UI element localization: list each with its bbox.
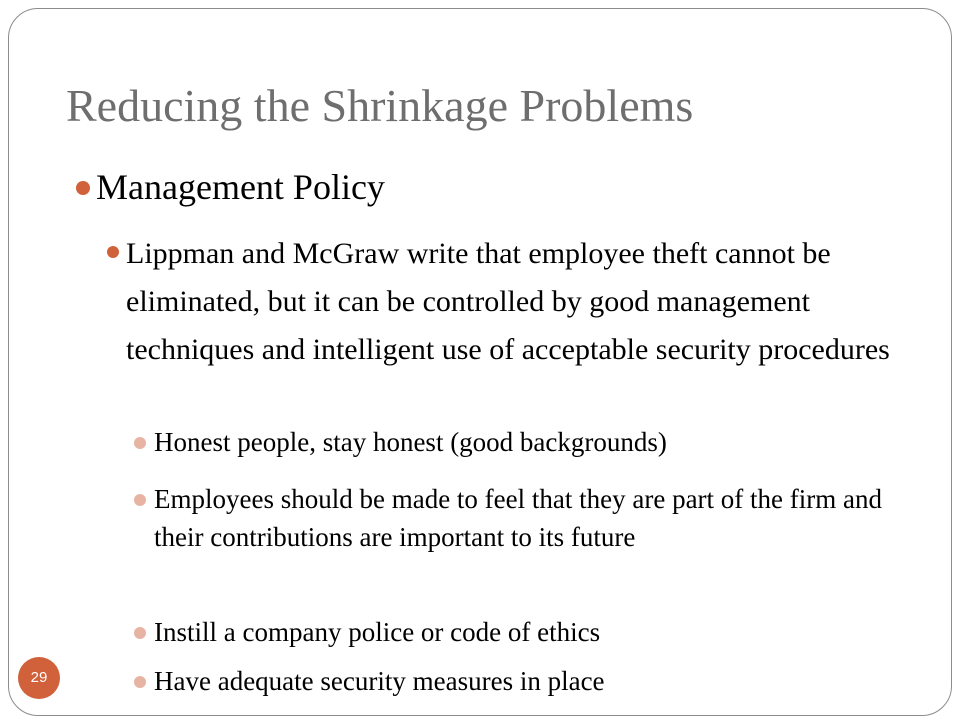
bullet-text: Lippman and McGraw write that employee theft cannot be eliminated, but it can be controlled by good management techniques and intelligent use of acceptable security procedures bbox=[126, 237, 890, 366]
bullet-dot-icon bbox=[134, 627, 146, 639]
bullet-text: Honest people, stay honest (good backgrounds) bbox=[154, 427, 667, 457]
bullet-text: Employees should be made to feel that they are part of the firm and their contributions are important to its future bbox=[154, 484, 882, 552]
slide-title: Reducing the Shrinkage Problems bbox=[66, 80, 694, 131]
bullet-text: Instill a company police or code of ethics bbox=[154, 617, 601, 647]
bullet-dot-icon bbox=[107, 246, 119, 258]
bullet-dot-icon bbox=[134, 494, 146, 506]
bullet-dot-icon bbox=[134, 676, 146, 688]
bullet-dot-icon bbox=[76, 181, 90, 195]
bullet-text: Have adequate security measures in place bbox=[154, 666, 605, 696]
sub-bullet-security-measures bbox=[154, 662, 914, 700]
bullet-dot-icon bbox=[134, 437, 146, 449]
sub-bullet-employees-part-of-firm bbox=[154, 480, 914, 556]
bullet-management-policy bbox=[96, 164, 385, 210]
slide-number-badge: 29 bbox=[18, 657, 60, 699]
bullet-text: Management Policy bbox=[96, 167, 385, 207]
sub-bullet-code-of-ethics bbox=[154, 613, 914, 651]
sub-bullet-honest-people bbox=[154, 423, 914, 461]
bullet-lippman-mcgraw bbox=[126, 230, 916, 374]
